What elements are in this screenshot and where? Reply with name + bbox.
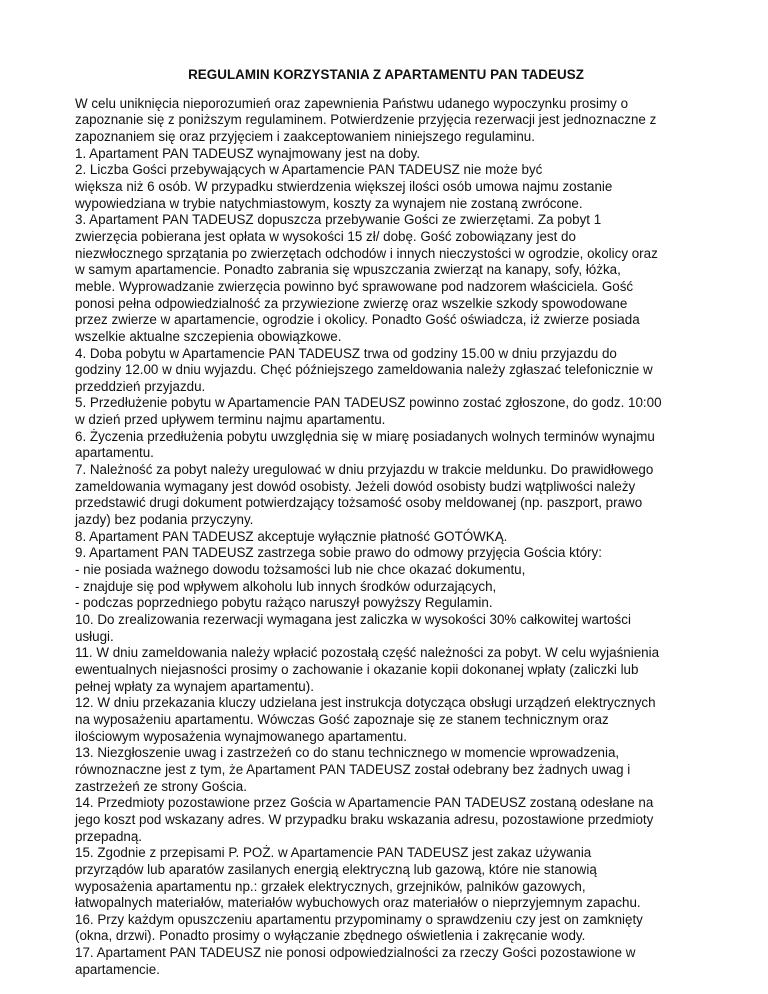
text-line: większa niż 6 osób. W przypadku stwierdzenia większej ilości osób umowa najmu zostanie (75, 178, 613, 194)
text-line: - nie posiada ważnego dowodu tożsamości lub nie chce okazać dokumentu, (75, 562, 526, 578)
text-line: 9. Apartament PAN TADEUSZ zastrzega sobie prawo do odmowy przyjęcia Gościa który: (75, 545, 602, 561)
text-line: pełnej wpłaty za wynajem apartamentu). (75, 678, 314, 694)
text-line: w dzień przed upływem terminu najmu apartamentu. (75, 412, 386, 428)
document-body (75, 96, 697, 979)
document-page (75, 67, 697, 978)
text-line: zwierzęcia pobierana jest opłata w wysokości 15 zł/ dobę. Gość zobowiązany jest do (75, 228, 576, 244)
text-line: meble. Wyprowadzanie zwierzęcia powinno być sprawowane pod nadzorem właściciela. Gość (75, 278, 634, 294)
text-line: (okna, drzwi). Ponadto prosimy o wyłączanie zbędnego oświetlenia i zakręcanie wody. (75, 928, 586, 944)
text-line: 4. Doba pobytu w Apartamencie PAN TADEUSZ trwa od godziny 15.00 w dniu przyjazdu do (75, 345, 617, 361)
text-line: zastrzeżeń ze strony Gościa. (75, 778, 247, 794)
text-line: apartamencie. (75, 961, 160, 977)
text-line: w samym apartamencie. Ponadto zabrania się wpuszczania zwierząt na kanapy, sofy, łóżka, (75, 262, 621, 278)
text-line: 6. Życzenia przedłużenia pobytu uwzględnia się w miarę posiadanych wolnych terminów wynajmu (75, 428, 655, 444)
text-line: apartamentu. (75, 445, 154, 461)
text-line: niezwłocznego sprzątania po zwierzętach odchodów i innych nieczystości w ogrodzie, okolicy oraz (75, 245, 658, 261)
text-line: jego koszt pod wskazany adres. W przypadku braku wskazania adresu, pozostawione przedmioty (75, 811, 654, 827)
text-line: zapoznaniem się oraz przyjęciem i zaakceptowaniem niniejszego regulaminu. (75, 128, 535, 144)
text-line: ewentualnych niejasności prosimy o zachowanie i okazanie kopii dokonanej wpłaty (zaliczki lub (75, 661, 639, 677)
text-line: W celu uniknięcia nieporozumień oraz zapewnienia Państwu udanego wypoczynku prosimy o (75, 95, 629, 111)
text-line: przepadną. (75, 828, 143, 844)
text-line: 8. Apartament PAN TADEUSZ akceptuje wyłącznie płatność GOTÓWKĄ. (75, 528, 508, 544)
text-line: ilościowym wyposażenia wynajmowanego apartamentu. (75, 728, 407, 744)
text-line: godziny 12.00 w dniu wyjazdu. Chęć późniejszego zameldowania należy zgłaszać telefonicznie w (75, 362, 653, 378)
text-line: wszelkie aktualne szczepienia obowiązkowe. (75, 328, 342, 344)
text-line: 17. Apartament PAN TADEUSZ nie ponosi odpowiedzialności za rzeczy Gości pozostawione w (75, 945, 636, 961)
text-line: 1. Apartament PAN TADEUSZ wynajmowany jest na doby. (75, 145, 421, 161)
text-line: 7. Należność za pobyt należy uregulować w dniu przyjazdu w trakcie meldunku. Do prawidłowego (75, 462, 654, 478)
document-title: REGULAMIN KORZYSTANIA Z APARTAMENTU PAN TADEUSZ (188, 67, 584, 82)
text-line: równoznaczne jest z tym, że Apartament PAN TADEUSZ został odebrany bez żadnych uwag i (75, 761, 631, 777)
text-line: 11. W dniu zameldowania należy wpłacić pozostałą część należności za pobyt. W celu wyjaśnienia (75, 645, 660, 661)
text-line: 14. Przedmioty pozostawione przez Gościa w Apartamencie PAN TADEUSZ zostaną odesłane na (75, 795, 654, 811)
text-line: zameldowania wymagany jest dowód osobisty. Jeżeli dowód osobisty budzi wątpliwości należy (75, 478, 636, 494)
text-line: 10. Do zrealizowania rezerwacji wymagana jest zaliczka w wysokości 30% całkowitej wartości (75, 612, 631, 627)
text-line: - podczas poprzedniego pobytu rażąco naruszył powyższy Regulamin. (75, 595, 493, 611)
text-line: 16. Przy każdym opuszczeniu apartamentu przypominamy o sprawdzeniu czy jest on zamknięty (75, 911, 643, 927)
text-line: 5. Przedłużenie pobytu w Apartamencie PAN TADEUSZ powinno zostać zgłoszone, do godz. 10:00 (75, 395, 662, 411)
text-line: - znajduje się pod wpływem alkoholu lub innych środków odurzających, (75, 578, 497, 594)
text-line: 13. Niezgłoszenie uwag i zastrzeżeń co do stanu technicznego w momencie wprowadzenia, (75, 745, 620, 761)
text-line: ponosi pełna odpowiedzialność za przywiezione zwierzę oraz wszelkie szkody spowodowane (75, 295, 628, 311)
text-line: 12. W dniu przekazania kluczy udzielana jest instrukcja dotycząca obsługi urządzeń elektrycznych (75, 695, 656, 711)
text-line: 2. Liczba Gości przebywających w Apartamencie PAN TADEUSZ nie może być (75, 162, 543, 178)
text-line: przyrządów lub aparatów zasilanych energią elektryczną lub gazową, które nie stanowią (75, 861, 597, 877)
text-line: łatwopalnych materiałów, materiałów wybuchowych oraz materiałów o nieprzyjemnym zapachu. (75, 895, 641, 911)
text-line: zapoznanie się z poniższym regulaminem. Potwierdzenie przyjęcia rezerwacji jest jednoznaczne z (75, 112, 657, 128)
text-line: przez zwierze w apartamencie, ogrodzie i okolicy. Ponadto Gość oświadcza, iż zwierze posiada (75, 312, 640, 328)
text-line: przeddzień przyjazdu. (75, 378, 206, 394)
text-line: 3. Apartament PAN TADEUSZ dopuszcza przebywanie Gości ze zwierzętami. Za pobyt 1 (75, 212, 602, 228)
text-line: na wyposażeniu apartamentu. Wówczas Gość zapoznaje się ze stanem technicznym oraz (75, 711, 609, 727)
text-line: jazdy) bez podania przyczyny. (75, 512, 254, 528)
text-line: 15. Zgodnie z przepisami P. POŻ. w Apartamencie PAN TADEUSZ jest zakaz używania (75, 845, 592, 861)
text-line: wypowiedziana w trybie natychmiastowym, koszty za wynajem nie zostaną zwrócone. (75, 195, 583, 211)
text-line: przedstawić drugi dokument potwierdzający tożsamość osoby meldowanej (np. paszport, prawo (75, 495, 643, 511)
text-line: usługi. (75, 628, 114, 644)
text-line: wyposażenia apartamentu np.: grzałek elektrycznych, grzejników, palników gazowych, (75, 878, 586, 894)
